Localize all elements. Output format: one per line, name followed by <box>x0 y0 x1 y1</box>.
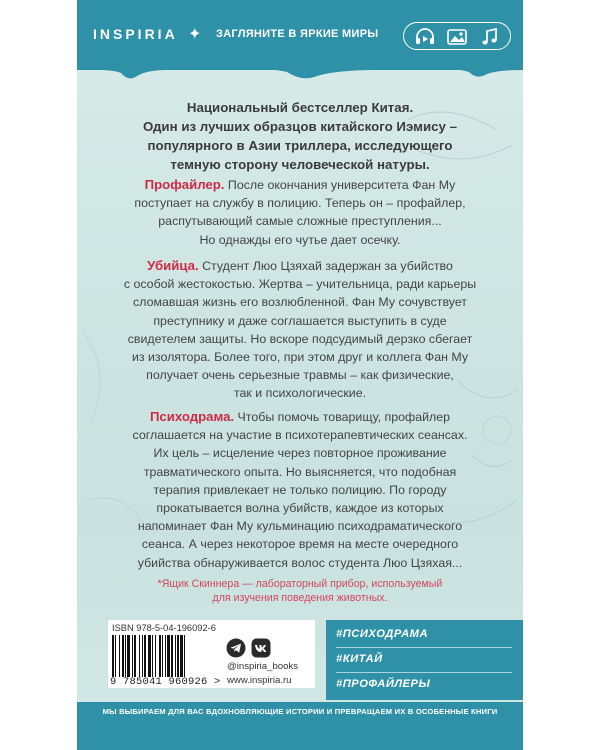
website-link[interactable]: www.inspiria.ru <box>227 675 292 686</box>
barcode-bar <box>112 635 114 677</box>
intro-line: темную сторону человеческой натуры. <box>170 157 430 172</box>
barcode-bar <box>125 635 126 677</box>
music-note-icon <box>480 27 500 47</box>
footnote-line: Ящик Скиннера — лабораторный прибор, используемый <box>161 578 443 590</box>
barcode-bar <box>139 635 140 677</box>
hashtag: #КИТАЙ <box>336 653 383 665</box>
paragraph-line: Их цель – исцеление через повторное проживание <box>153 446 447 461</box>
isbn-number: ISBN 978-5-04-196092-6 <box>112 623 216 633</box>
paragraph-line: сеанса. А через некоторое время на месте очередного <box>141 537 459 552</box>
profiler-paragraph <box>97 176 503 249</box>
paragraph-line: из изолятора. Более того, при этом друг и коллега Фан Му <box>131 350 469 365</box>
barcode-bar <box>165 635 166 677</box>
paragraph-line: получает очень серьезные травмы – как физические, <box>146 368 454 383</box>
paragraph-line: Студент Люо Цзяхай задержан за убийство <box>198 259 453 273</box>
paragraph-line: преступнику и даже соглашается выступить в суде <box>153 313 447 328</box>
paragraph-line: напоминает Фан Му кульминацию психодраматического <box>137 519 463 534</box>
intro-line: Один из лучших образцов китайского Иэмису – <box>142 119 458 134</box>
book-back-cover <box>77 0 523 750</box>
paragraph-line: убийства обнаруживается волос студента Люо Цзяхая... <box>137 555 463 570</box>
paragraph-lead: Профайлер. <box>144 177 225 192</box>
footer-bar <box>77 702 523 750</box>
paragraph-line: соглашается на участие в психотерапевтических сеансах. <box>132 428 468 443</box>
header-tagline: ЗАГЛЯНИТЕ В ЯРКИЕ МИРЫ <box>216 28 379 40</box>
barcode-bar <box>144 635 146 677</box>
headphones-icon <box>414 27 436 47</box>
paragraph-line: Но однажды его чутье дает осечку. <box>199 232 401 247</box>
media-icons-pill <box>403 22 511 50</box>
footer-slogan: МЫ ВЫБИРАЕМ ДЛЯ ВАС ВДОХНОВЛЯЮЩИЕ ИСТОРИИ И ПРЕВРАЩАЕМ ИХ В ОСОБЕННЫЕ КНИГИ <box>102 707 498 716</box>
footnote-line: для изучения поведения животных. <box>212 592 388 604</box>
paragraph-lead: Убийца. <box>147 258 199 273</box>
hashtag: #ПРОФАЙЛЕРЫ <box>336 678 431 690</box>
paragraph-line: свидетелем защиты. Но вскоре подсудимый дерзко сбегает <box>127 331 473 346</box>
psychodrama-paragraph <box>97 408 503 572</box>
paragraph-line: терапия привлекает не только полицию. По городу <box>153 482 447 497</box>
barcode-bar <box>148 635 151 677</box>
barcode-image <box>112 635 210 677</box>
intro-text <box>97 98 503 174</box>
footnote <box>97 577 503 605</box>
paragraph-line: травматического опыта. Но выясняется, что подобная <box>143 464 457 479</box>
paragraph-lead: Психодрама. <box>149 409 235 424</box>
telegram-icon[interactable] <box>226 638 246 658</box>
barcode-bar <box>159 635 161 677</box>
intro-line: популярного в Азии триллера, исследующего <box>147 138 453 153</box>
header-wave-edge <box>77 66 523 90</box>
paragraph-line: поступает на службу в полицию. Теперь он – профайлер, <box>134 196 466 211</box>
barcode-bar <box>142 635 143 677</box>
killer-paragraph <box>97 257 503 403</box>
paragraph-line: прокатывается волна убийств, каждое из которых <box>156 501 444 516</box>
barcode-bar <box>132 635 133 677</box>
hashtag: #ПСИХОДРАМА <box>336 628 429 640</box>
barcode-bar <box>180 635 183 677</box>
barcode-bar <box>167 635 170 677</box>
paragraph-line: так и психологические. <box>233 386 367 401</box>
barcode-bar <box>134 635 136 677</box>
paragraph-line: распутывающий самые сложные преступления... <box>158 214 442 229</box>
barcode-bar <box>184 635 185 677</box>
barcode-digits: 9 785041 960926 > <box>110 676 221 688</box>
barcode-bar <box>162 635 163 677</box>
social-handle[interactable]: @inspiria_books <box>227 661 299 672</box>
brand-logo: INSPIRIA <box>93 26 178 42</box>
vk-icon[interactable] <box>251 638 271 658</box>
paragraph-line: с особой жестокостью. Жертва – учительница, ради карьеры <box>123 277 477 292</box>
paragraph-line: После окончания университета Фан Му <box>224 178 456 192</box>
barcode-bar <box>152 635 153 677</box>
tag-divider <box>336 647 512 648</box>
barcode-bar <box>177 635 179 677</box>
barcode-bar <box>127 635 130 677</box>
paragraph-line: сломавшая жизнь его возлюбленной. Фан Му сочувствует <box>133 295 467 310</box>
paragraph-line: Чтобы помочь товарищу, профайлер <box>234 410 451 424</box>
barcode-bar <box>175 635 176 677</box>
barcode-bar <box>119 635 120 677</box>
intro-line: Национальный бестселлер Китая. <box>186 100 414 115</box>
barcode-bar <box>122 635 124 677</box>
barcode-bar <box>155 635 156 677</box>
header-bar <box>77 0 523 70</box>
footnote-mark: * <box>157 578 162 590</box>
barcode-bar <box>115 635 116 677</box>
star-icon: ✦ <box>188 26 202 43</box>
hashtag-panel <box>326 620 523 700</box>
barcode-bar <box>171 635 173 677</box>
tag-divider <box>336 672 512 673</box>
image-icon <box>446 27 468 47</box>
